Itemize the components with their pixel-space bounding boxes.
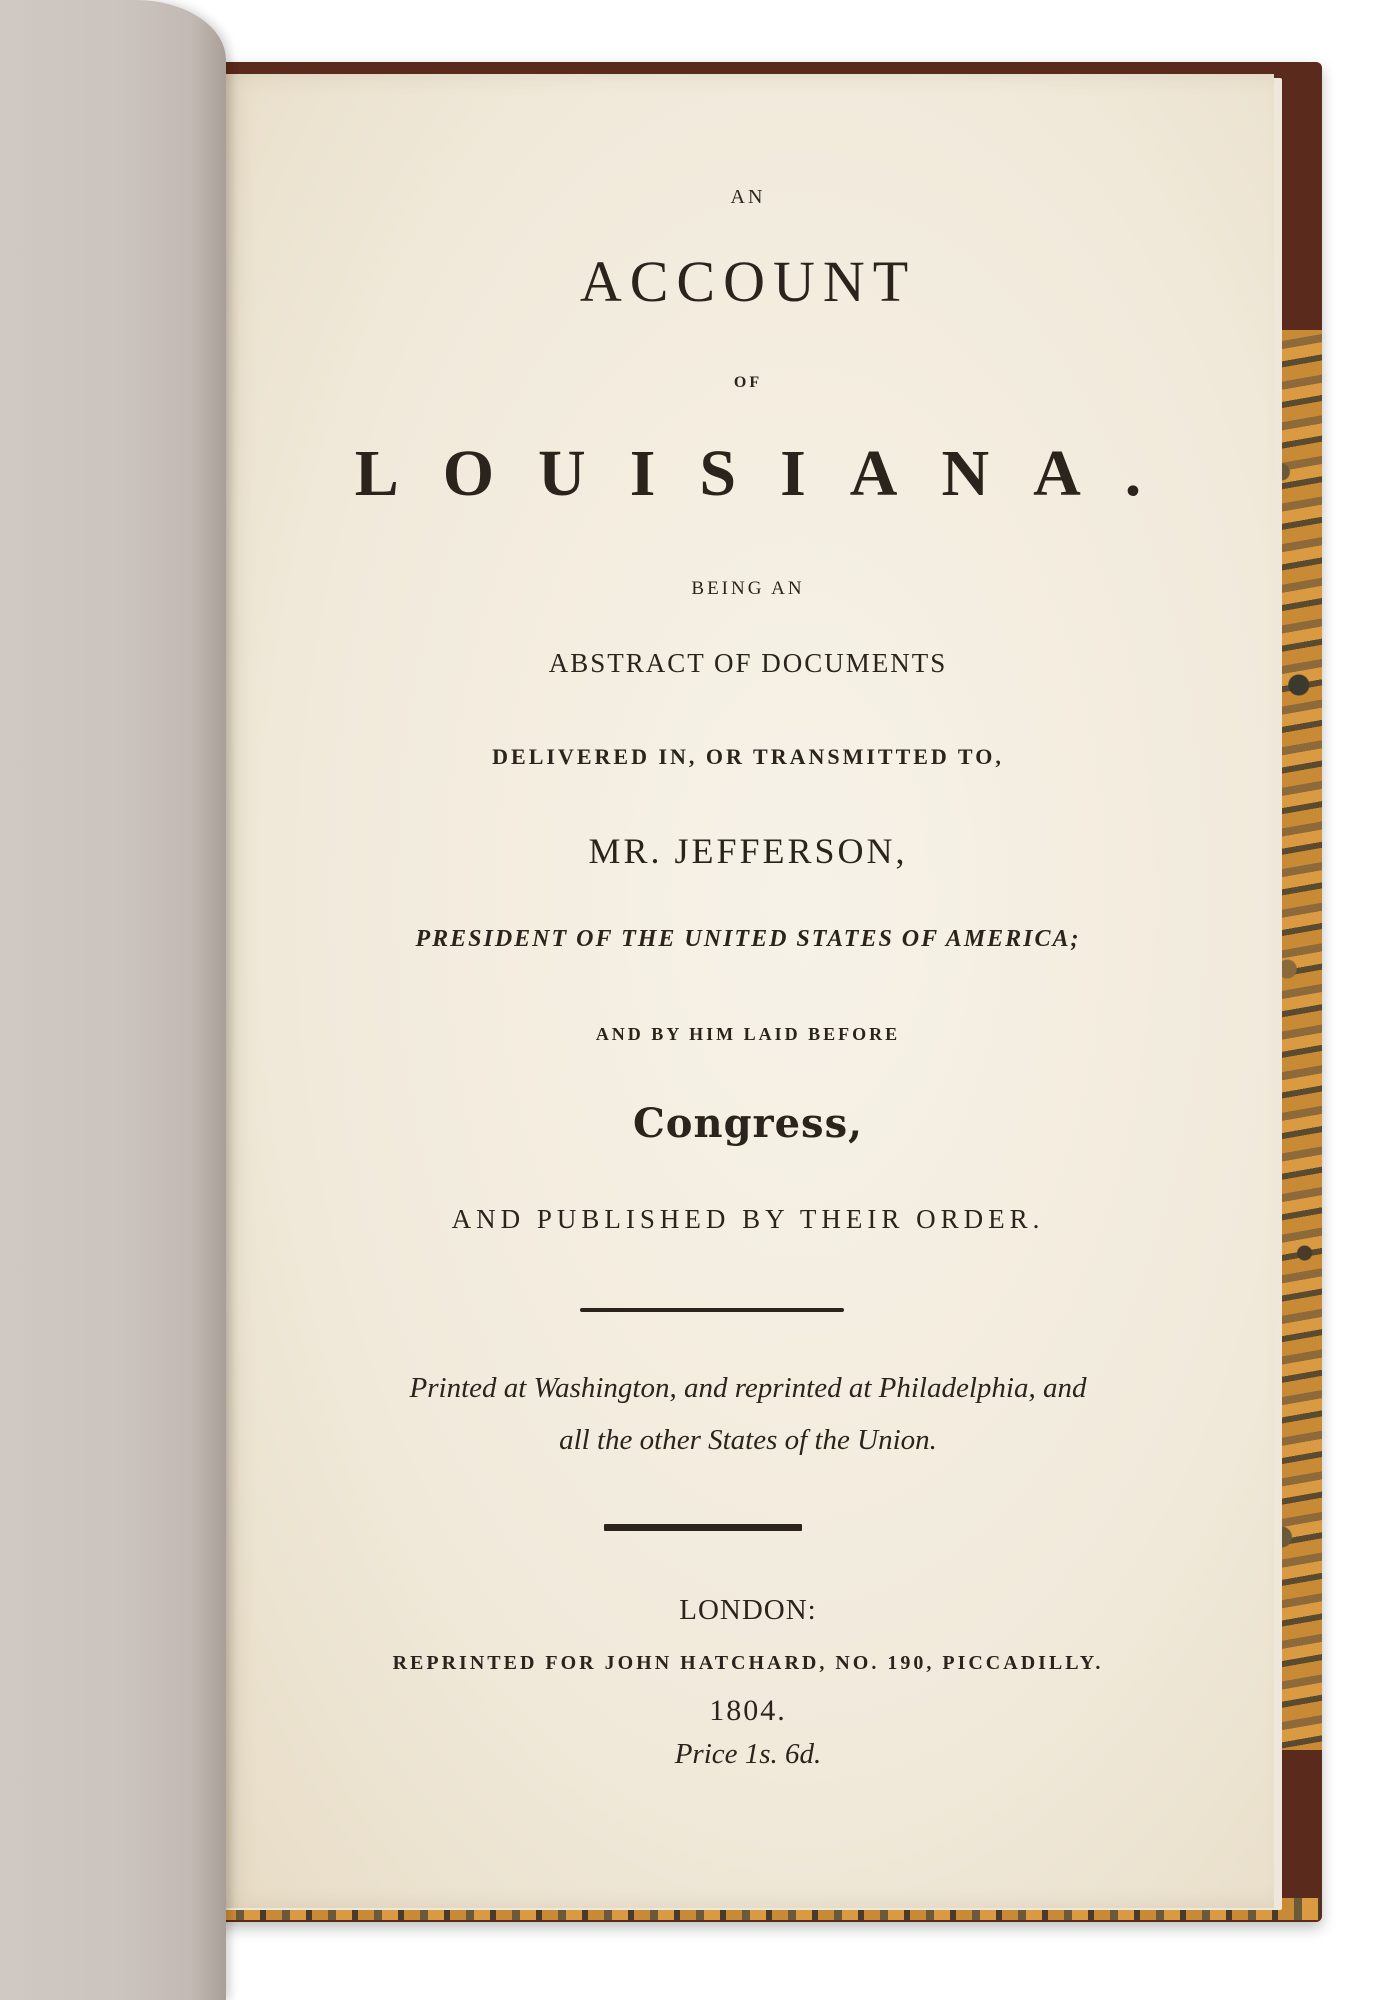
printed-line-2: all the other States of the Union.: [559, 1424, 937, 1456]
title-line-an: AN: [730, 186, 766, 208]
printed-line-1: Printed at Washington, and reprinted at Philadelphia, and: [409, 1372, 1087, 1404]
imprint-place: LONDON:: [679, 1594, 817, 1626]
title-line-of: OF: [733, 374, 763, 391]
imprint-publisher: REPRINTED FOR JOHN HATCHARD, NO. 190, PICCADILLY.: [392, 1652, 1104, 1674]
published-line: AND PUBLISHED BY THEIR ORDER.: [451, 1204, 1045, 1234]
name-jefferson: MR. JEFFERSON,: [588, 831, 908, 871]
imprint-year: 1804.: [709, 1694, 787, 1727]
subtitle-abstract: ABSTRACT OF DOCUMENTS: [548, 648, 948, 678]
divider-rule-thick: [604, 1524, 802, 1531]
subtitle-delivered: DELIVERED IN, OR TRANSMITTED TO,: [492, 744, 1004, 769]
laid-before-line: AND BY HIM LAID BEFORE: [595, 1024, 901, 1044]
imprint-price: Price 1s. 6d.: [674, 1738, 822, 1770]
flyleaf: [0, 0, 226, 2000]
title-page: [222, 74, 1274, 1908]
title-line-account: ACCOUNT: [579, 249, 917, 314]
title-line-louisiana: LOUISIANA.: [354, 437, 1186, 510]
president-line: PRESIDENT OF THE UNITED STATES OF AMERICA;: [415, 926, 1081, 952]
congress-line: Congress,: [632, 1100, 864, 1147]
divider-rule: [580, 1308, 844, 1312]
subtitle-being-an: BEING AN: [691, 578, 805, 599]
